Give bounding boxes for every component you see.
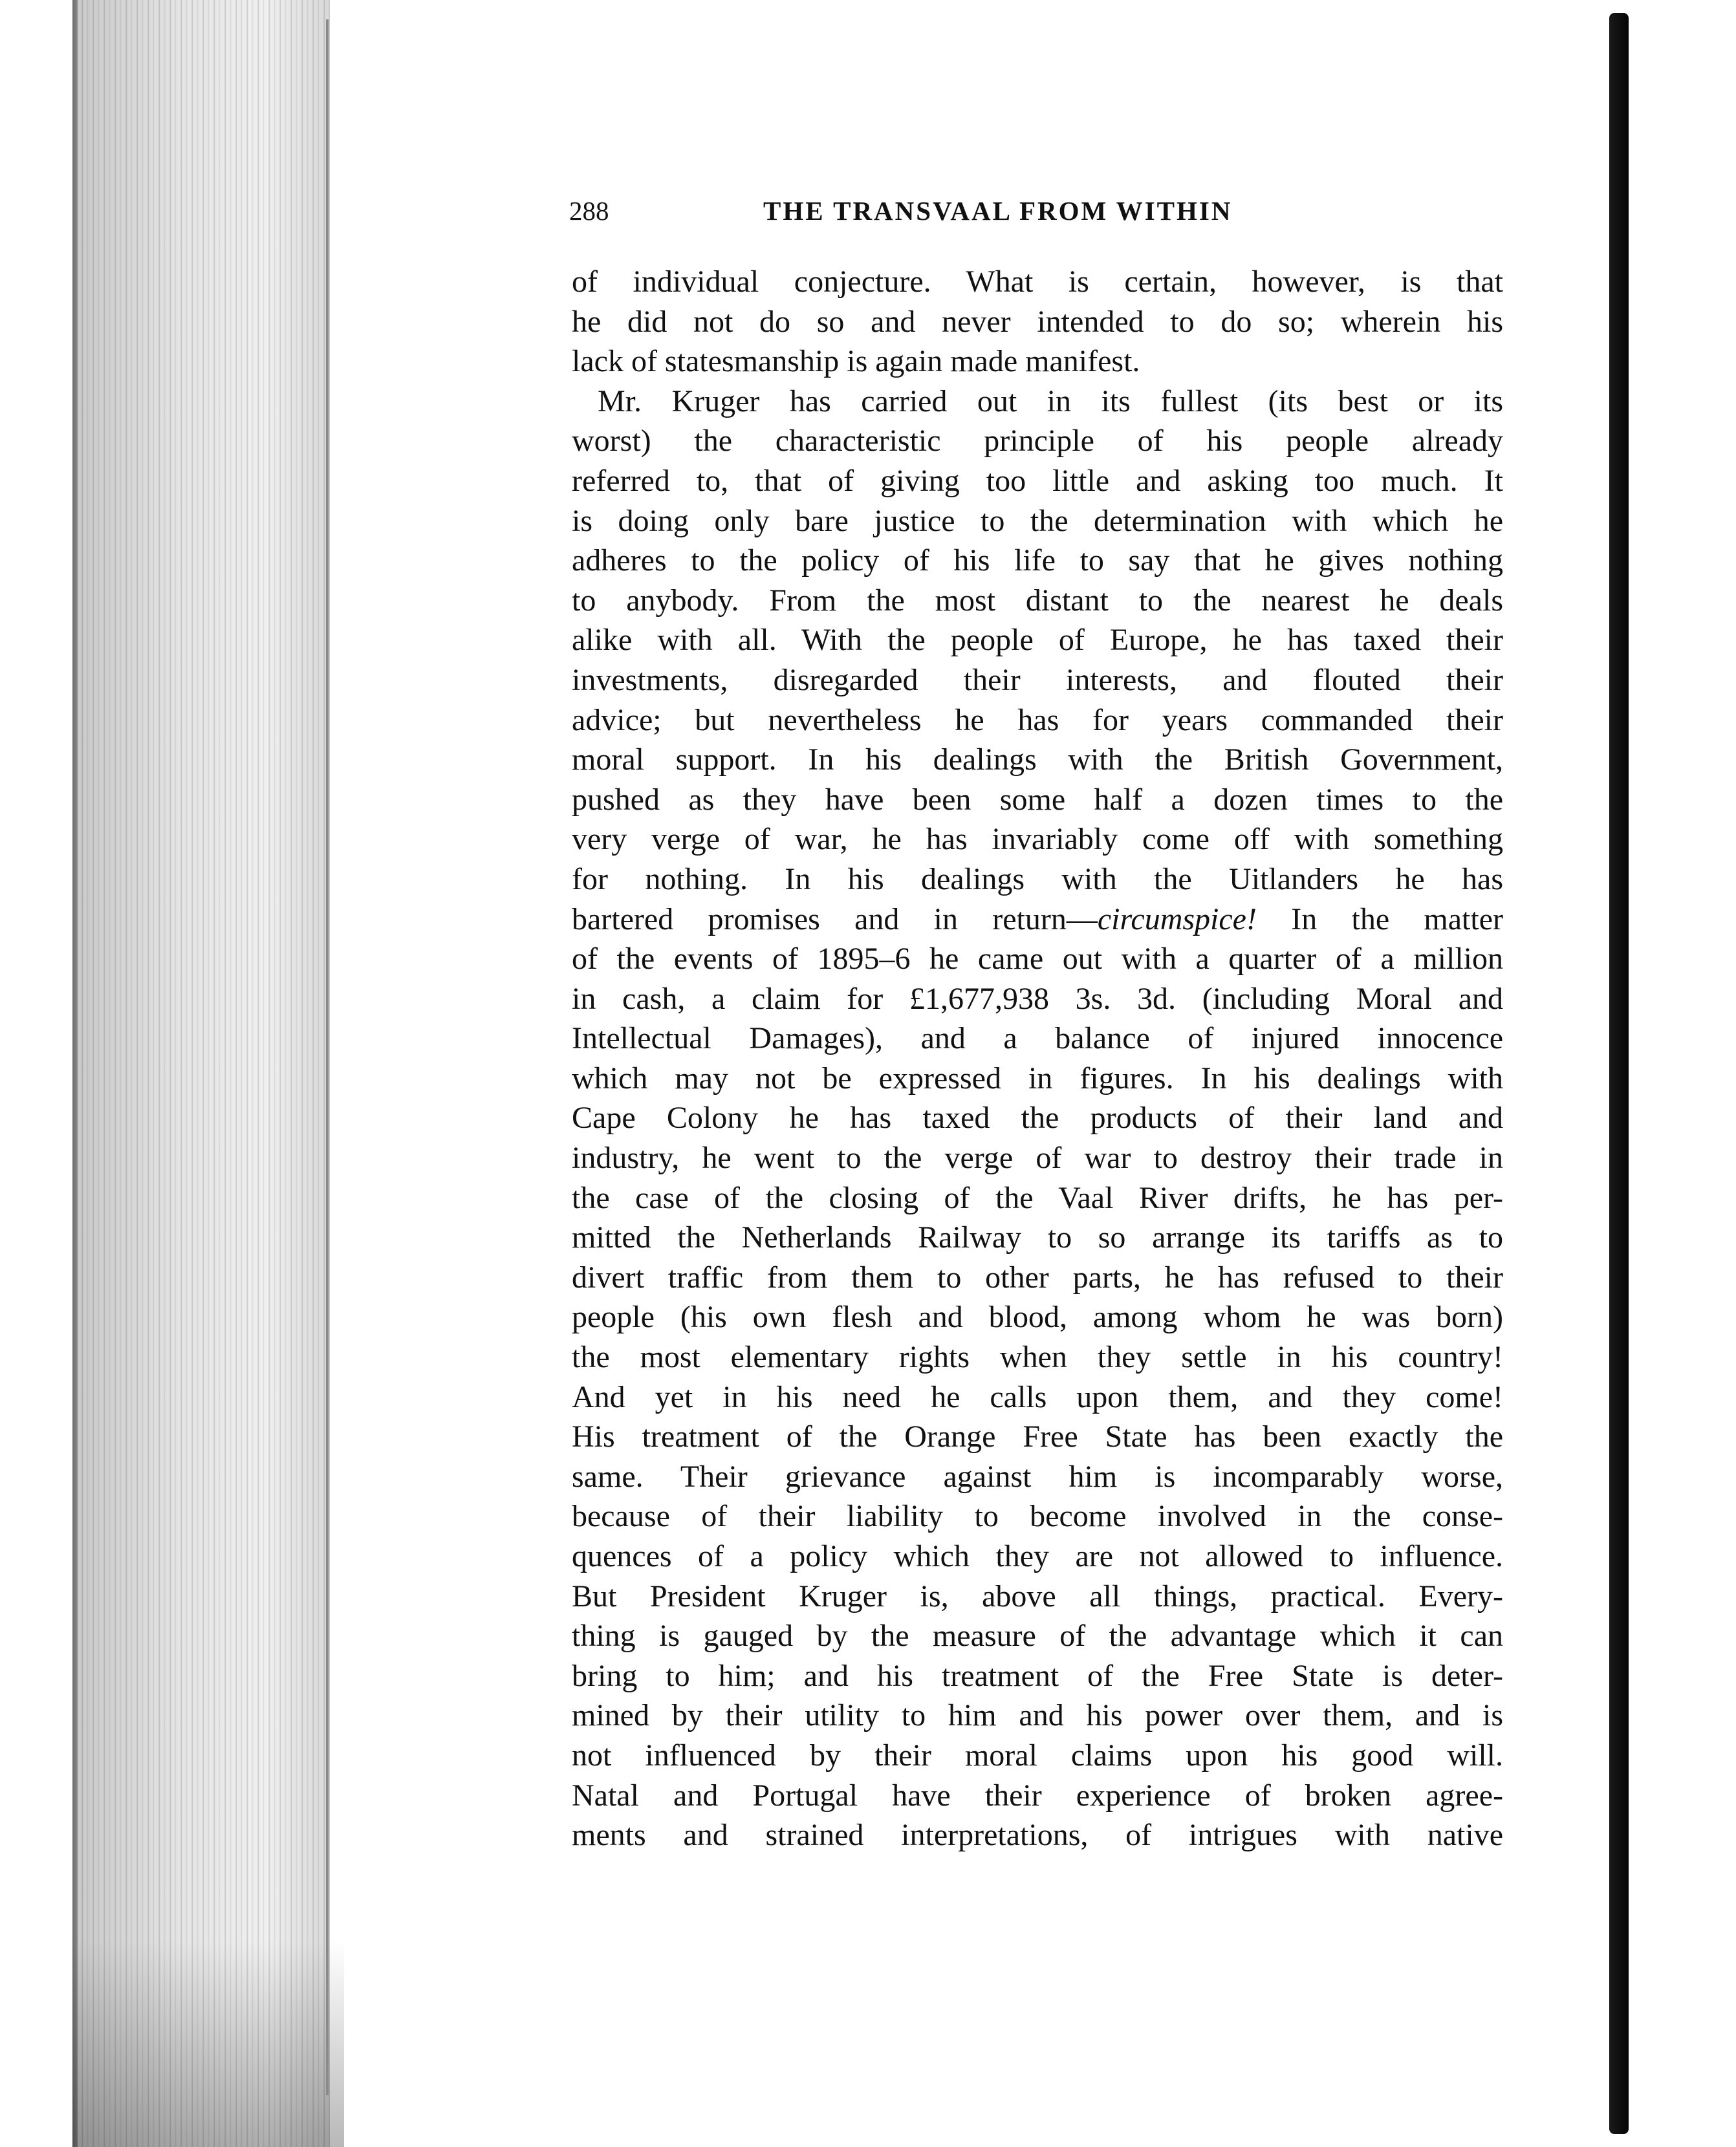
text-line: people (his own flesh and blood, among whom he was born) xyxy=(572,1300,1503,1335)
text-line: alike with all. With the people of Europe, he has taxed their xyxy=(572,623,1503,658)
text-line: adheres to the policy of his life to say that he gives nothing xyxy=(572,543,1503,578)
text-line: of the events of 1895–6 he came out with a quarter of a million xyxy=(572,942,1503,976)
text-line: the most elementary rights when they settle in his country! xyxy=(572,1340,1503,1375)
text-line: he did not do so and never intended to do so; wherein his xyxy=(572,304,1503,339)
text-line: But President Kruger is, above all things, practical. Every- xyxy=(572,1579,1503,1613)
text-line: mitted the Netherlands Railway to so arrange its tariffs as to xyxy=(572,1220,1503,1255)
text-line: quences of a policy which they are not allowed to influence. xyxy=(572,1539,1503,1573)
text-line: for nothing. In his dealings with the Uitlanders he has xyxy=(572,861,1503,896)
text-line: industry, he went to the verge of war to destroy their trade in xyxy=(572,1141,1503,1176)
text-line: mined by their utility to him and his power over them, and is xyxy=(572,1698,1503,1733)
adjacent-page-sliver xyxy=(1629,0,1736,2147)
body-text xyxy=(572,262,1503,1855)
text-line: worst) the characteristic principle of his people already xyxy=(572,424,1503,459)
text-line: not influenced by their moral claims upon his good will. xyxy=(572,1738,1503,1773)
text-line: to anybody. From the most distant to the nearest he deals xyxy=(572,583,1503,618)
text-line: is doing only bare justice to the determination with which he xyxy=(572,503,1503,538)
text-line: Mr. Kruger has carried out in its fullest (its best or its xyxy=(598,383,1503,418)
text-line: lack of statesmanship is again made manifest. xyxy=(572,344,1140,379)
text-line: which may not be expressed in figures. In his dealings with xyxy=(572,1061,1503,1095)
text-line-end: In the matter xyxy=(1256,901,1503,936)
text-line-start: bartered promises and in return— xyxy=(572,901,1098,936)
text-line: the case of the closing of the Vaal River drifts, he has per- xyxy=(572,1180,1503,1215)
text-line: same. Their grievance against him is incomparably worse, xyxy=(572,1459,1503,1494)
text-line: in cash, a claim for £1,677,938 3s. 3d. (including Moral and xyxy=(572,981,1503,1016)
page-edges-bottom-shadow xyxy=(72,1940,344,2147)
running-title: THE TRANSVAAL FROM WITHIN xyxy=(763,196,1233,226)
text-line: of individual conjecture. What is certain, however, is that xyxy=(572,264,1503,299)
text-line: divert traffic from them to other parts, he has refused to their xyxy=(572,1260,1503,1295)
text-line-mixed xyxy=(572,900,1503,940)
text-line: advice; but nevertheless he has for years commanded their xyxy=(572,702,1503,737)
running-head xyxy=(569,195,1514,234)
book-page-edges xyxy=(78,0,330,2147)
adjacent-page-shadow xyxy=(1609,13,1629,2134)
text-line: because of their liability to become involved in the conse- xyxy=(572,1499,1503,1534)
text-line: Cape Colony he has taxed the products of their land and xyxy=(572,1101,1503,1136)
text-line: very verge of war, he has invariably come off with something xyxy=(572,822,1503,857)
text-line: moral support. In his dealings with the British Government, xyxy=(572,742,1503,777)
text-line: Intellectual Damages), and a balance of injured innocence xyxy=(572,1021,1503,1056)
text-line: And yet in his need he calls upon them, and they come! xyxy=(572,1379,1503,1414)
text-line: His treatment of the Orange Free State has been exactly the xyxy=(572,1419,1503,1454)
text-line: Natal and Portugal have their experience of broken agree- xyxy=(572,1778,1503,1813)
text-line: bring to him; and his treatment of the Free State is deter- xyxy=(572,1658,1503,1693)
text-line: thing is gauged by the measure of the advantage which it can xyxy=(572,1619,1503,1654)
text-line: referred to, that of giving too little and asking too much. It xyxy=(572,463,1503,498)
page-gutter-line xyxy=(326,19,329,2095)
text-line: ments and strained interpretations, of intrigues with native xyxy=(572,1818,1503,1853)
italic-phrase: circumspice! xyxy=(1097,901,1257,936)
text-line: investments, disregarded their interests, and flouted their xyxy=(572,662,1503,697)
text-line: pushed as they have been some half a dozen times to the xyxy=(572,782,1503,817)
page-number: 288 xyxy=(569,196,609,226)
